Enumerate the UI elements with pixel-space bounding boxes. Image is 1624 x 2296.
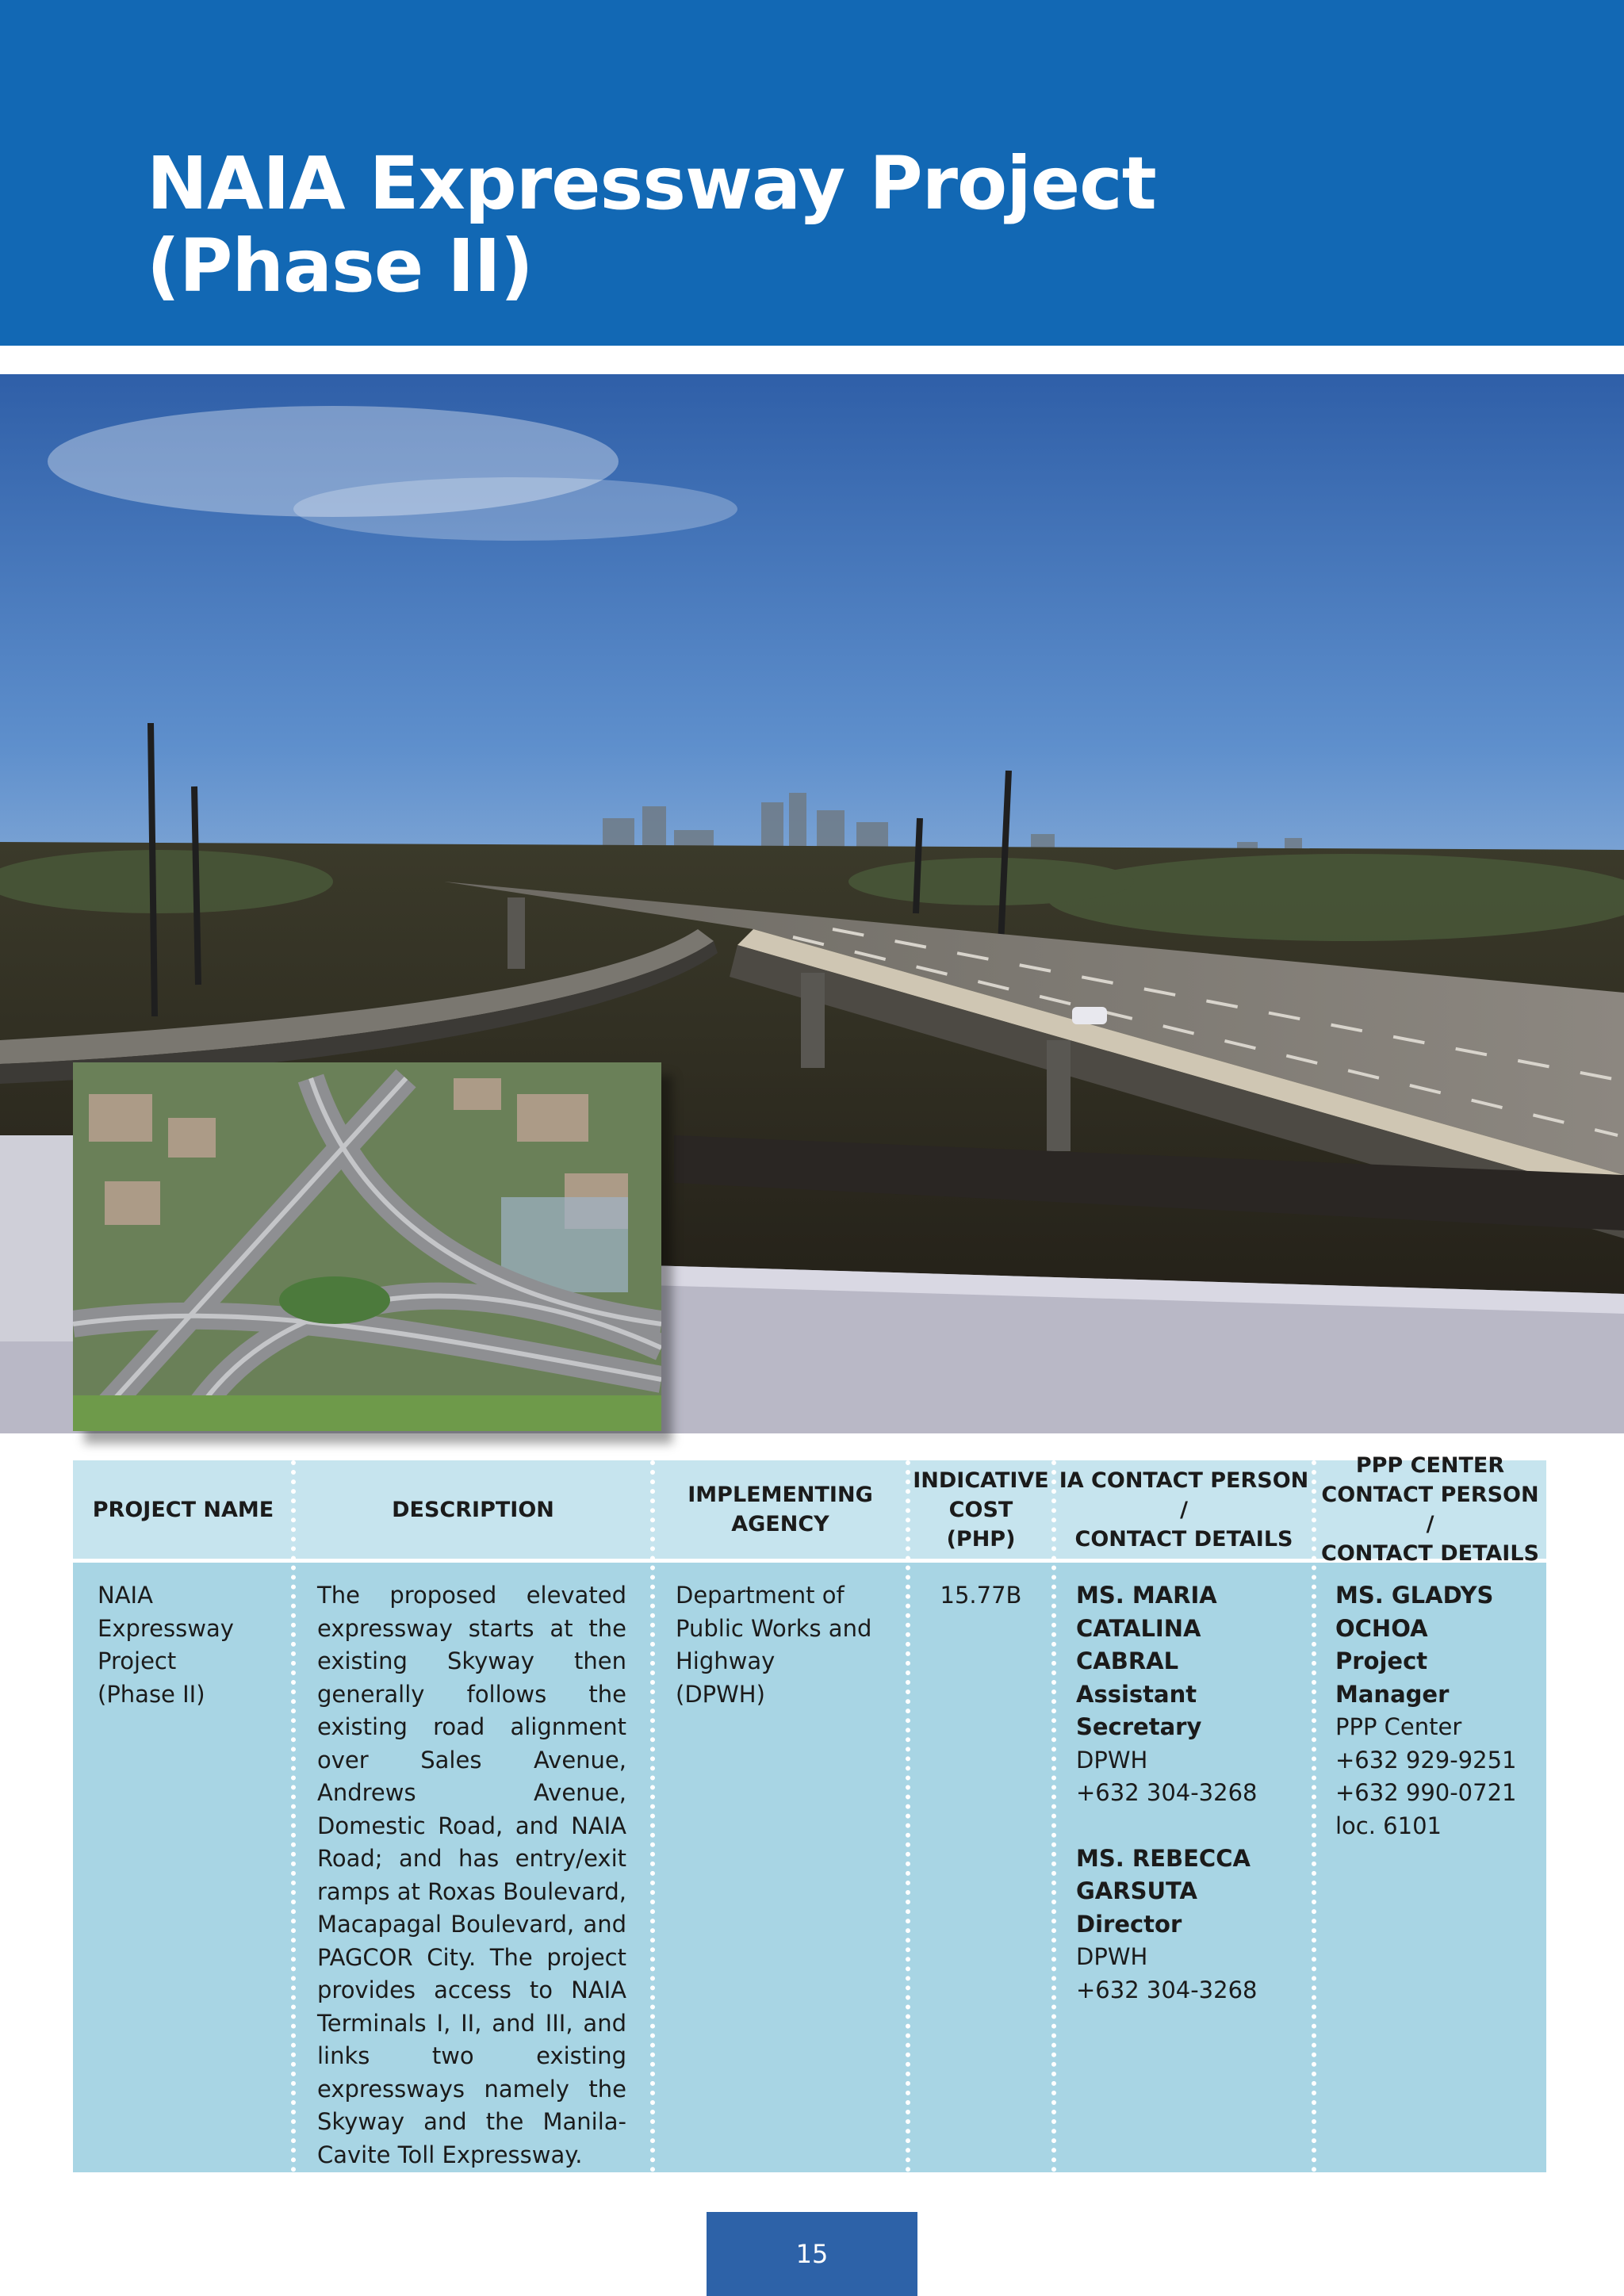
header-project-name: PROJECT NAME [92, 1497, 274, 1522]
cell-indicative-cost: 15.77B [940, 1582, 1022, 1609]
header-description: DESCRIPTION [392, 1497, 554, 1522]
page-title-line-1: NAIA Expressway Project [147, 141, 1156, 226]
ia-contact-title: Director [1076, 1910, 1182, 1938]
ia-contact-title: Secretary [1076, 1713, 1202, 1740]
ppp-contact-name: OCHOA [1335, 1614, 1428, 1642]
header-banner [0, 0, 1624, 346]
ia-contact-name: CABRAL [1076, 1647, 1179, 1674]
ppp-contact-title: Manager [1335, 1680, 1450, 1708]
agency-line: Highway [676, 1647, 776, 1674]
header-indicative-cost: INDICATIVE COST (PHP) [913, 1468, 1049, 1552]
column-divider [1051, 1460, 1056, 2172]
project-name-line: (Phase II) [98, 1680, 205, 1708]
ia-contact-name: MS. MARIA [1076, 1582, 1217, 1609]
ia-contact-org: DPWH [1076, 1943, 1148, 1970]
project-info-table [73, 1453, 1546, 2172]
ppp-contact-org: PPP Center [1335, 1713, 1462, 1740]
column-divider [291, 1460, 296, 2172]
inset-photo-interchange [73, 1062, 661, 1431]
ia-contact-title: Assistant [1076, 1680, 1197, 1708]
header-ppp-contact: PPP CENTER CONTACT PERSON / CONTACT DETAILS [1321, 1453, 1539, 1566]
column-divider [906, 1460, 910, 2172]
agency-line: (DPWH) [676, 1680, 765, 1708]
ia-contact-phone: +632 304-3268 [1076, 1779, 1258, 1806]
agency-line: Public Works and [676, 1614, 872, 1642]
cell-ia-contact [1076, 1579, 1306, 2007]
page-number: 15 [707, 2212, 917, 2296]
page-title-line-2: (Phase II) [147, 224, 533, 308]
project-name-line: Project [98, 1647, 177, 1674]
column-divider [650, 1460, 655, 2172]
cell-implementing-agency [676, 1579, 898, 1711]
ia-contact-name: MS. REBECCA [1076, 1844, 1251, 1872]
project-name-line: NAIA [98, 1582, 153, 1609]
column-divider [1312, 1460, 1316, 2172]
ia-contact-org: DPWH [1076, 1746, 1148, 1774]
ppp-contact-phone: +632 929-9251 [1335, 1746, 1517, 1774]
header-ia-contact: IA CONTACT PERSON / CONTACT DETAILS [1059, 1468, 1309, 1552]
ppp-contact-name: MS. GLADYS [1335, 1582, 1494, 1609]
cell-description: The proposed elevated expressway starts at the existing Skyway then generally follows the existing road alignment over Sales Avenue, Andrews Avenue, Domestic Road, and NAIA Road; and has entry/exit ramps at Roxas Boulevard, Macapagal Boulevard, and PAGCOR City. The project provides access to NAIA Terminals I, II, and III, and links two existing expressways namely the Skyway and the Manila-Cavite Toll Expressway. [317, 1582, 626, 2168]
page-title [147, 143, 1156, 308]
ia-contact-phone: +632 304-3268 [1076, 1976, 1258, 2003]
ppp-contact-phone: +632 990-0721 [1335, 1779, 1517, 1806]
ppp-contact-extension: loc. 6101 [1335, 1812, 1442, 1839]
ia-contact-name: GARSUTA [1076, 1877, 1197, 1904]
header-implementing-agency: IMPLEMENTING AGENCY [688, 1483, 873, 1536]
agency-line: Department of [676, 1582, 845, 1609]
project-name-line: Expressway [98, 1614, 234, 1642]
ppp-contact-title: Project [1335, 1647, 1428, 1674]
cell-ppp-contact [1335, 1579, 1542, 1843]
ia-contact-name: CATALINA [1076, 1614, 1201, 1642]
cell-project-name [98, 1579, 280, 1711]
